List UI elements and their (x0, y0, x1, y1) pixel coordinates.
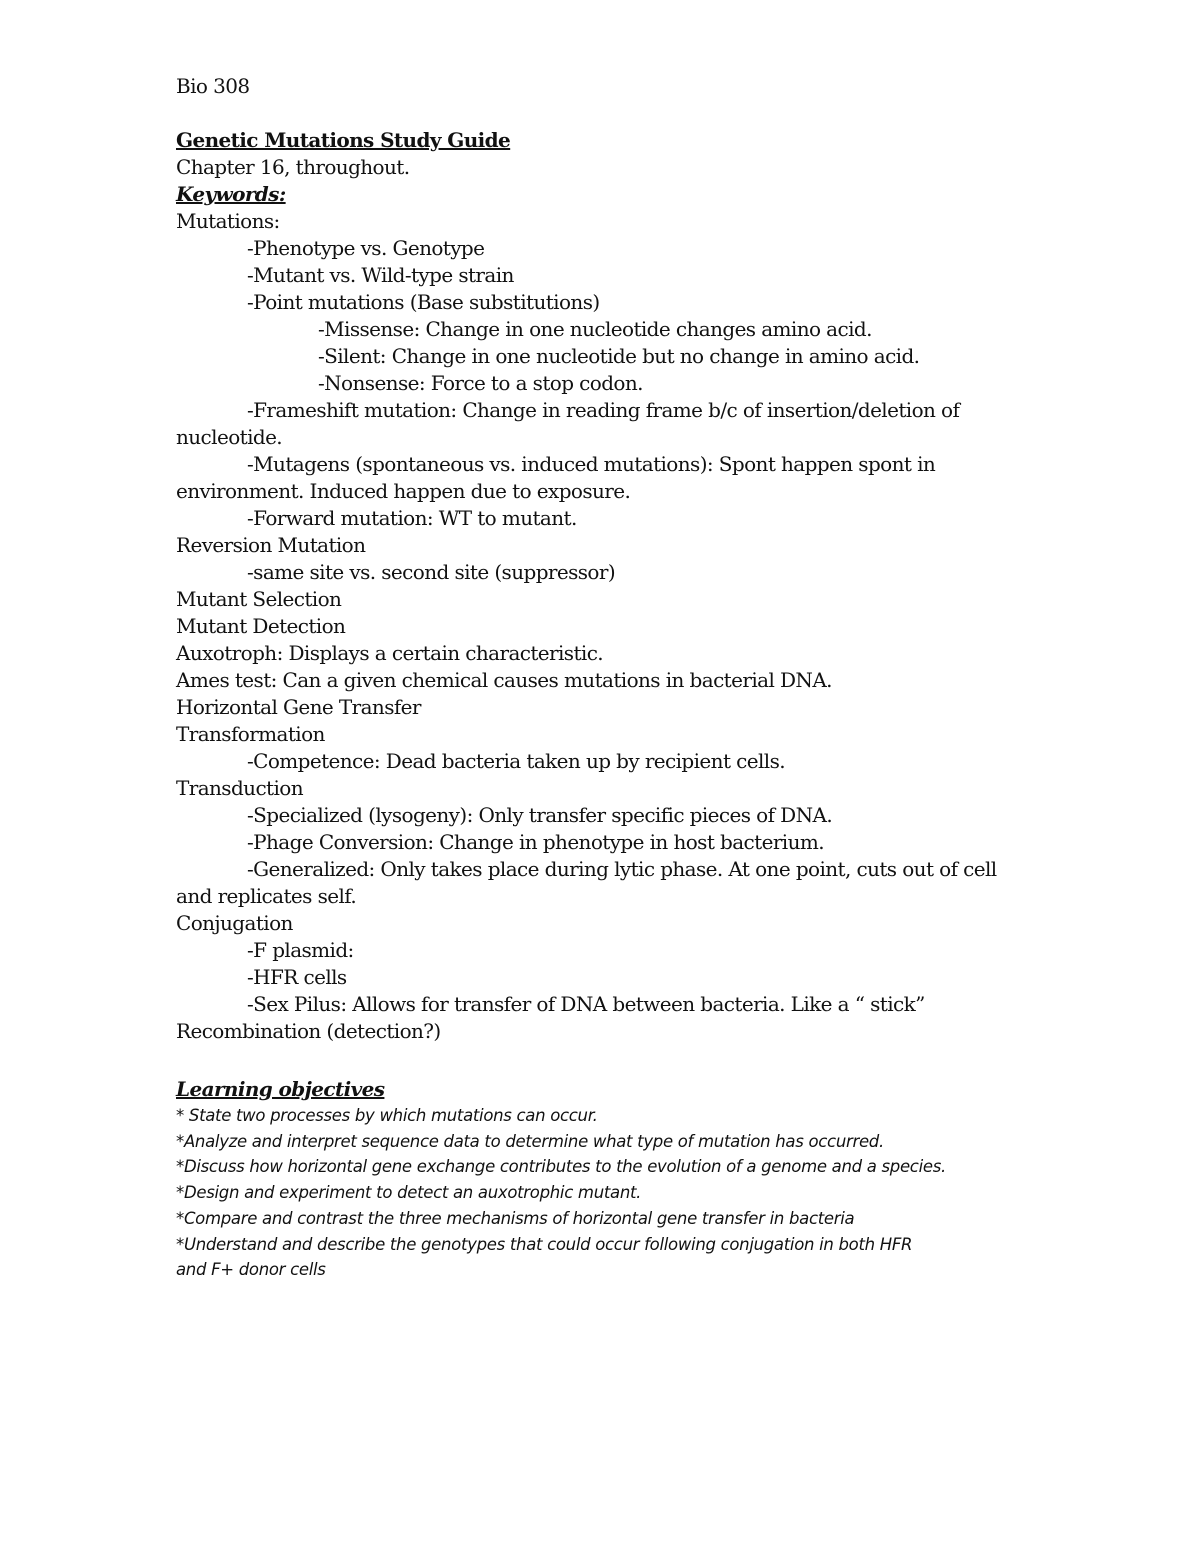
objectives-list (176, 1103, 1016, 1283)
spacer (176, 1045, 1016, 1072)
keyword-transformation: Transformation (176, 722, 325, 746)
keyword-transduction: Transduction (176, 776, 304, 800)
keyword-same-site: -same site vs. second site (suppressor) (247, 560, 616, 584)
objective-item: *Analyze and interpret sequence data to determine what type of mutation has occurred. (176, 1131, 884, 1151)
keyword-auxotroph: Auxotroph: Displays a certain characteristic. (176, 641, 604, 665)
keyword-frameshift-cont: nucleotide. (176, 425, 283, 449)
keyword-phenotype: -Phenotype vs. Genotype (247, 236, 485, 260)
keyword-missense: -Missense: Change in one nucleotide changes amino acid. (318, 317, 872, 341)
objective-item: *Understand and describe the genotypes that could occur following conjugation in both HFR (176, 1234, 913, 1254)
course-label: Bio 308 (176, 74, 250, 98)
keyword-ames-test: Ames test: Can a given chemical causes mutations in bacterial DNA. (176, 668, 832, 692)
keyword-silent: -Silent: Change in one nucleotide but no change in amino acid. (318, 344, 920, 368)
keyword-mutagens-cont: environment. Induced happen due to exposure. (176, 479, 631, 503)
keyword-frameshift: -Frameshift mutation: Change in reading frame b/c of insertion/deletion of (247, 398, 960, 422)
objective-item: *Discuss how horizontal gene exchange contributes to the evolution of a genome and a species. (176, 1157, 946, 1177)
spacer (176, 100, 1016, 127)
keyword-mutagens: -Mutagens (spontaneous vs. induced mutations): Spont happen spont in (247, 452, 936, 476)
keyword-point-mutations: -Point mutations (Base substitutions) (247, 290, 600, 314)
keyword-mutant-selection: Mutant Selection (176, 587, 342, 611)
keyword-sex-pilus: -Sex Pilus: Allows for transfer of DNA between bacteria. Like a “ stick” (247, 992, 925, 1016)
keyword-hfr-cells: -HFR cells (247, 965, 347, 989)
keyword-recombination: Recombination (detection?) (176, 1019, 441, 1043)
keyword-f-plasmid: -F plasmid: (247, 938, 354, 962)
document-title: Genetic Mutations Study Guide (176, 128, 511, 152)
keyword-mutant-vs-wildtype: -Mutant vs. Wild-type strain (247, 263, 514, 287)
keyword-nonsense: -Nonsense: Force to a stop codon. (318, 371, 643, 395)
document-body (176, 73, 1016, 1283)
objective-item: * State two processes by which mutations can occur. (176, 1106, 598, 1125)
keyword-generalized-cont: and replicates self. (176, 884, 357, 908)
keyword-forward-mutation: -Forward mutation: WT to mutant. (247, 506, 577, 530)
keyword-specialized: -Specialized (lysogeny): Only transfer specific pieces of DNA. (247, 803, 833, 827)
keyword-hgt: Horizontal Gene Transfer (176, 695, 421, 719)
keyword-conjugation: Conjugation (176, 911, 293, 935)
keywords-heading: Keywords: (176, 182, 286, 206)
objective-item: *Compare and contrast the three mechanisms of horizontal gene transfer in bacteria (176, 1208, 855, 1228)
keyword-reversion: Reversion Mutation (176, 533, 366, 557)
keyword-generalized: -Generalized: Only takes place during lytic phase. At one point, cuts out of cell (247, 857, 997, 881)
keyword-mutations: Mutations: (176, 209, 280, 233)
objective-item: *Design and experiment to detect an auxotrophic mutant. (176, 1183, 642, 1203)
keyword-competence: -Competence: Dead bacteria taken up by recipient cells. (247, 749, 785, 773)
chapter-reference: Chapter 16, throughout. (176, 155, 410, 179)
keyword-phage-conversion: -Phage Conversion: Change in phenotype in host bacterium. (247, 830, 824, 854)
keyword-mutant-detection: Mutant Detection (176, 614, 346, 638)
objective-item-cont: and F+ donor cells (176, 1260, 326, 1280)
objectives-heading: Learning objectives (176, 1077, 385, 1101)
